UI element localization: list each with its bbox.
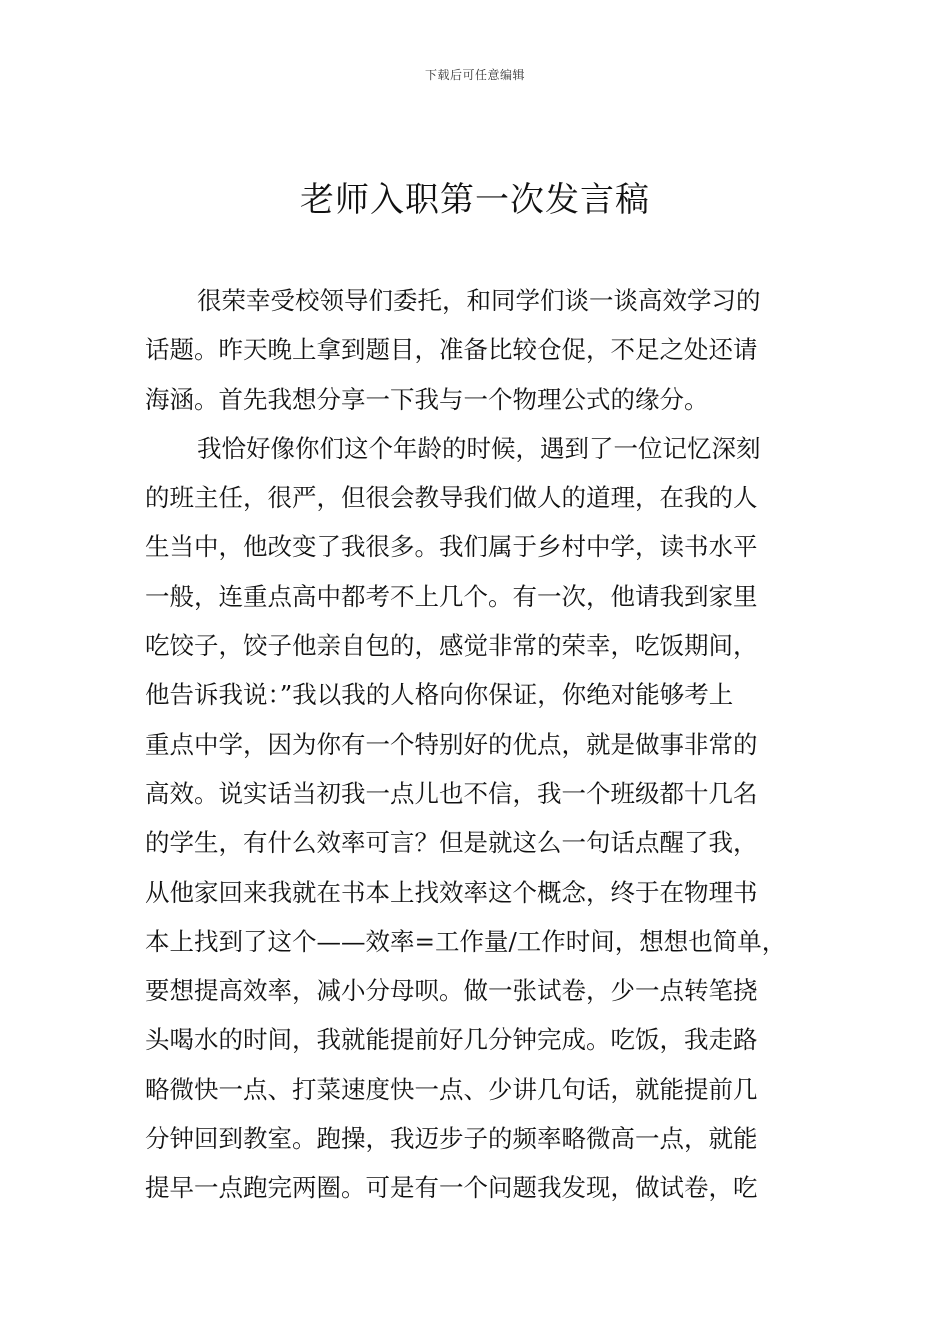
- paragraph-line: 他告诉我说：”我以我的人格向你保证，你绝对能够考上: [145, 680, 734, 710]
- paragraph-line: 重点中学，因为你有一个特别好的优点，就是做事非常的: [145, 729, 758, 759]
- paragraph-line: 生当中，他改变了我很多。我们属于乡村中学，读书水平: [145, 532, 758, 562]
- paragraph-line: 的班主任，很严，但很会教导我们做人的道理，在我的人: [145, 483, 758, 513]
- paragraph-line: 很荣幸受校领导们委托，和同学们谈一谈高效学习的: [197, 286, 761, 315]
- paragraph-line: 高效。说实话当初我一点儿也不信，我一个班级都十几名: [145, 778, 758, 808]
- paragraph-line: 头喝水的时间，我就能提前好几分钟完成。吃饭，我走路: [145, 1025, 758, 1055]
- paragraph-line: 要想提高效率，减小分母呗。做一张试卷，少一点转笔挠: [145, 976, 758, 1006]
- document-title: 老师入职第一次发言稿: [300, 180, 650, 220]
- document-body: [145, 276, 810, 1213]
- paragraph-line: 提早一点跑完两圈。可是有一个问题我发现，做试卷，吃: [145, 1173, 758, 1203]
- header-note: 下载后可任意编辑: [424, 68, 525, 82]
- paragraph-line: 本上找到了这个——效率=工作量/工作时间，想想也简单，: [145, 926, 787, 956]
- paragraph-line: 我恰好像你们这个年龄的时候，遇到了一位记忆深刻: [197, 433, 761, 463]
- paragraph-line: 一般，连重点高中都考不上几个。有一次，他请我到家里: [145, 581, 758, 611]
- paragraph-line: 吃饺子，饺子他亲自包的，感觉非常的荣幸，吃饭期间，: [145, 631, 758, 661]
- paragraph-line: 的学生，有什么效率可言？但是就这么一句话点醒了我，: [145, 828, 758, 858]
- paragraph-line: 从他家回来我就在书本上找效率这个概念，终于在物理书: [145, 877, 758, 907]
- paragraph-line: 话题。昨天晚上拿到题目，准备比较仓促，不足之处还请: [145, 335, 758, 365]
- paragraph-line: 海涵。首先我想分享一下我与一个物理公式的缘分。: [145, 384, 709, 414]
- paragraph-line: 略微快一点、打菜速度快一点、少讲几句话，就能提前几: [145, 1074, 758, 1104]
- paragraph-line: 分钟回到教室。跑操，我迈步子的频率略微高一点，就能: [145, 1124, 758, 1154]
